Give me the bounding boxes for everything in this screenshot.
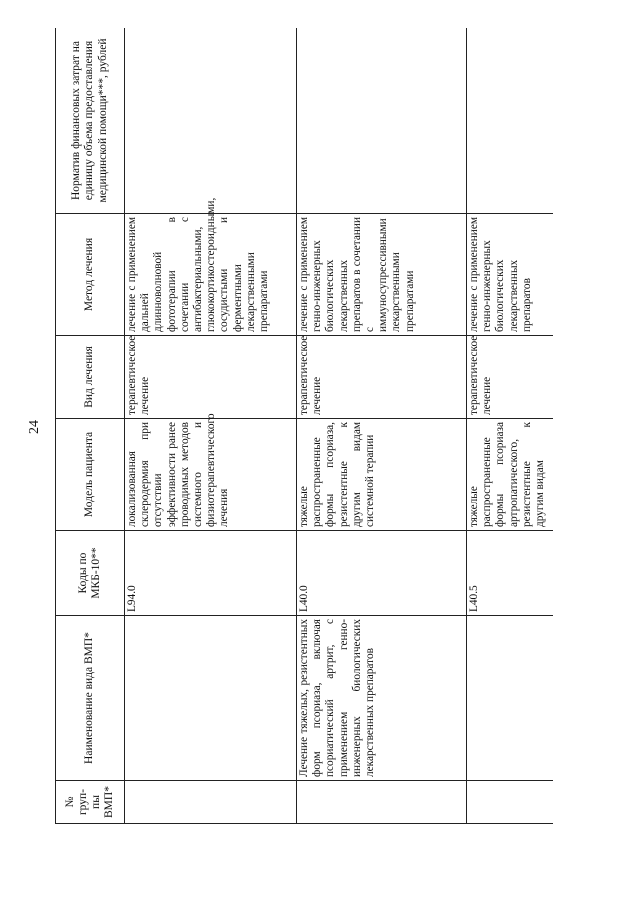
cell-treatment-type: терапевтическое лечение [297,336,467,419]
cell-group [297,781,467,824]
cell-group [467,781,554,824]
cell-code: L40.0 [297,531,467,616]
cell-name: Лечение тяжелых, резистентных форм псориаза, включая псориатический артрит, с применением генно-инженерных биологических лекарственных препаратов [297,616,467,781]
cell-name [125,616,297,781]
header-treatment-type: Вид лечения [56,336,125,419]
table-row [125,28,297,824]
header-method: Метод лечения [56,214,125,336]
cell-method: лечение с применением генно-инженерных биологических лекарственных препаратов в сочетании с иммуносупрессивными лекарственными препаратами [297,214,467,336]
cell-norm [297,28,467,214]
cell-method: лечение с применением дальней длинноволновой фототерапии в сочетании с антибактериальными, глюкокортикостероидными, сосудистыми и ферментными лекарственными препаратами [125,214,297,336]
header-group: № груп- пы ВМП* [56,781,125,824]
cell-model: тяжелые распространенные формы псориаза артропатического, резистентные к другим видам [467,419,554,531]
cell-treatment-type: терапевтическое лечение [125,336,297,419]
cell-norm [125,28,297,214]
header-norm: Норматив финансовых затрат на единицу объема предоставления медицинской помощи***, рублей [56,28,125,214]
cell-treatment-type: терапевтическое лечение [467,336,554,419]
page-number: 24 [27,420,42,434]
cell-name [467,616,554,781]
cell-model: тяжелые распространенные формы псориаза, резистентные к другим видам системной терапии [297,419,467,531]
cell-group [125,781,297,824]
header-codes: Коды по МКБ-10** [56,531,125,616]
table-frame [55,28,553,824]
table-header-row [56,28,125,824]
header-name: Наименование вида ВМП* [56,616,125,781]
cell-code: L94.0 [125,531,297,616]
cell-norm [467,28,554,214]
cell-method: лечение с применением генно-инженерных биологических лекарственных препаратов [467,214,554,336]
cell-code: L40.5 [467,531,554,616]
table-row [467,28,554,824]
cell-model: локализованная склеродермия при отсутствии эффективности ранее проводимых методов системного и физиотерапевтического лечения [125,419,297,531]
rotated-table-container [55,28,553,824]
header-model: Модель пациента [56,419,125,531]
vmp-table [55,28,553,824]
table-row [297,28,467,824]
